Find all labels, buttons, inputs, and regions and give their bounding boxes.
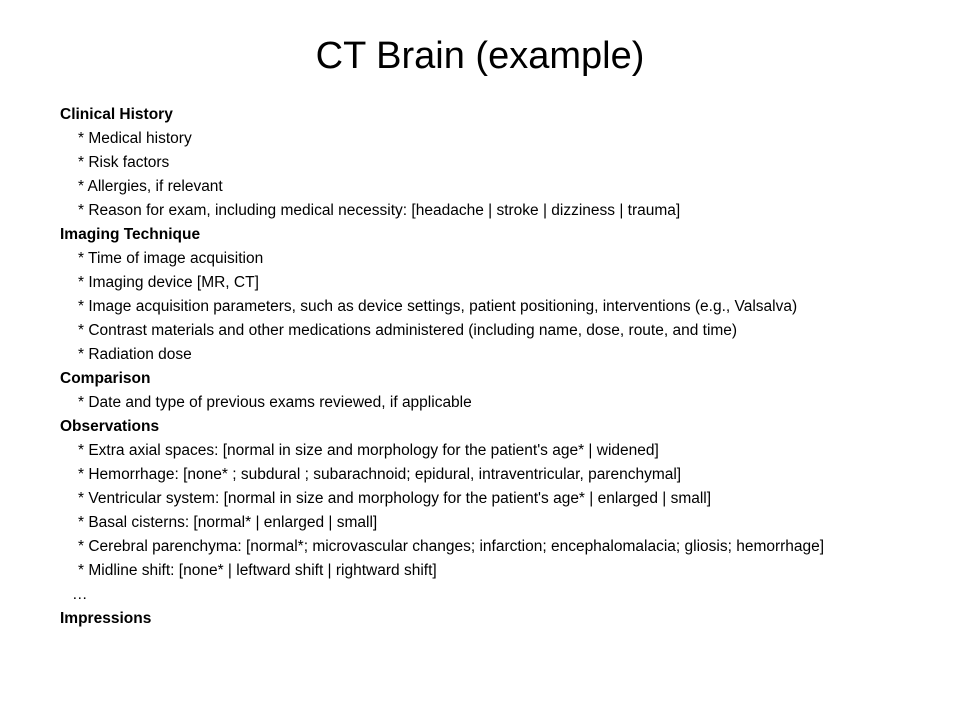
list-item: * Time of image acquisition <box>78 250 264 267</box>
section-imaging-technique <box>60 223 920 367</box>
list-item: * Date and type of previous exams reviewed, if applicable <box>78 394 472 411</box>
list-item: * Basal cisterns: [normal* | enlarged | small] <box>78 514 378 531</box>
list-item: * Imaging device [MR, CT] <box>78 274 259 291</box>
list-item: * Image acquisition parameters, such as device settings, patient positioning, interventions (e.g., Valsalva) <box>78 298 798 315</box>
list-item: * Cerebral parenchyma: [normal*; microvascular changes; infarction; encephalomalacia; gliosis; hemorrhage] <box>78 538 825 555</box>
section-heading: Impressions <box>60 610 152 627</box>
list-item: * Reason for exam, including medical necessity: [headache | stroke | dizziness | trauma] <box>78 202 681 219</box>
section-observations <box>60 415 920 607</box>
section-comparison <box>60 367 920 415</box>
section-heading: Clinical History <box>60 106 173 123</box>
list-item: * Allergies, if relevant <box>78 178 223 195</box>
list-item: * Radiation dose <box>78 346 192 363</box>
list-item: * Contrast materials and other medications administered (including name, dose, route, and time) <box>78 322 738 339</box>
section-heading: Observations <box>60 418 160 435</box>
section-clinical-history <box>60 103 920 223</box>
section-heading: Comparison <box>60 370 151 387</box>
section-heading: Imaging Technique <box>60 226 201 243</box>
report-template-body <box>60 103 920 631</box>
list-item: * Risk factors <box>78 154 170 171</box>
ellipsis: … <box>72 586 88 603</box>
list-item: * Midline shift: [none* | leftward shift | rightward shift] <box>78 562 437 579</box>
list-item: * Extra axial spaces: [normal in size and morphology for the patient's age* | widened] <box>78 442 659 459</box>
list-item: * Hemorrhage: [none* ; subdural ; subarachnoid; epidural, intraventricular, parenchymal] <box>78 466 682 483</box>
section-impressions <box>60 607 920 631</box>
list-item: * Ventricular system: [normal in size and morphology for the patient's age* | enlarged | small] <box>78 490 712 507</box>
slide-title: CT Brain (example) <box>315 35 645 77</box>
list-item: * Medical history <box>78 130 192 147</box>
